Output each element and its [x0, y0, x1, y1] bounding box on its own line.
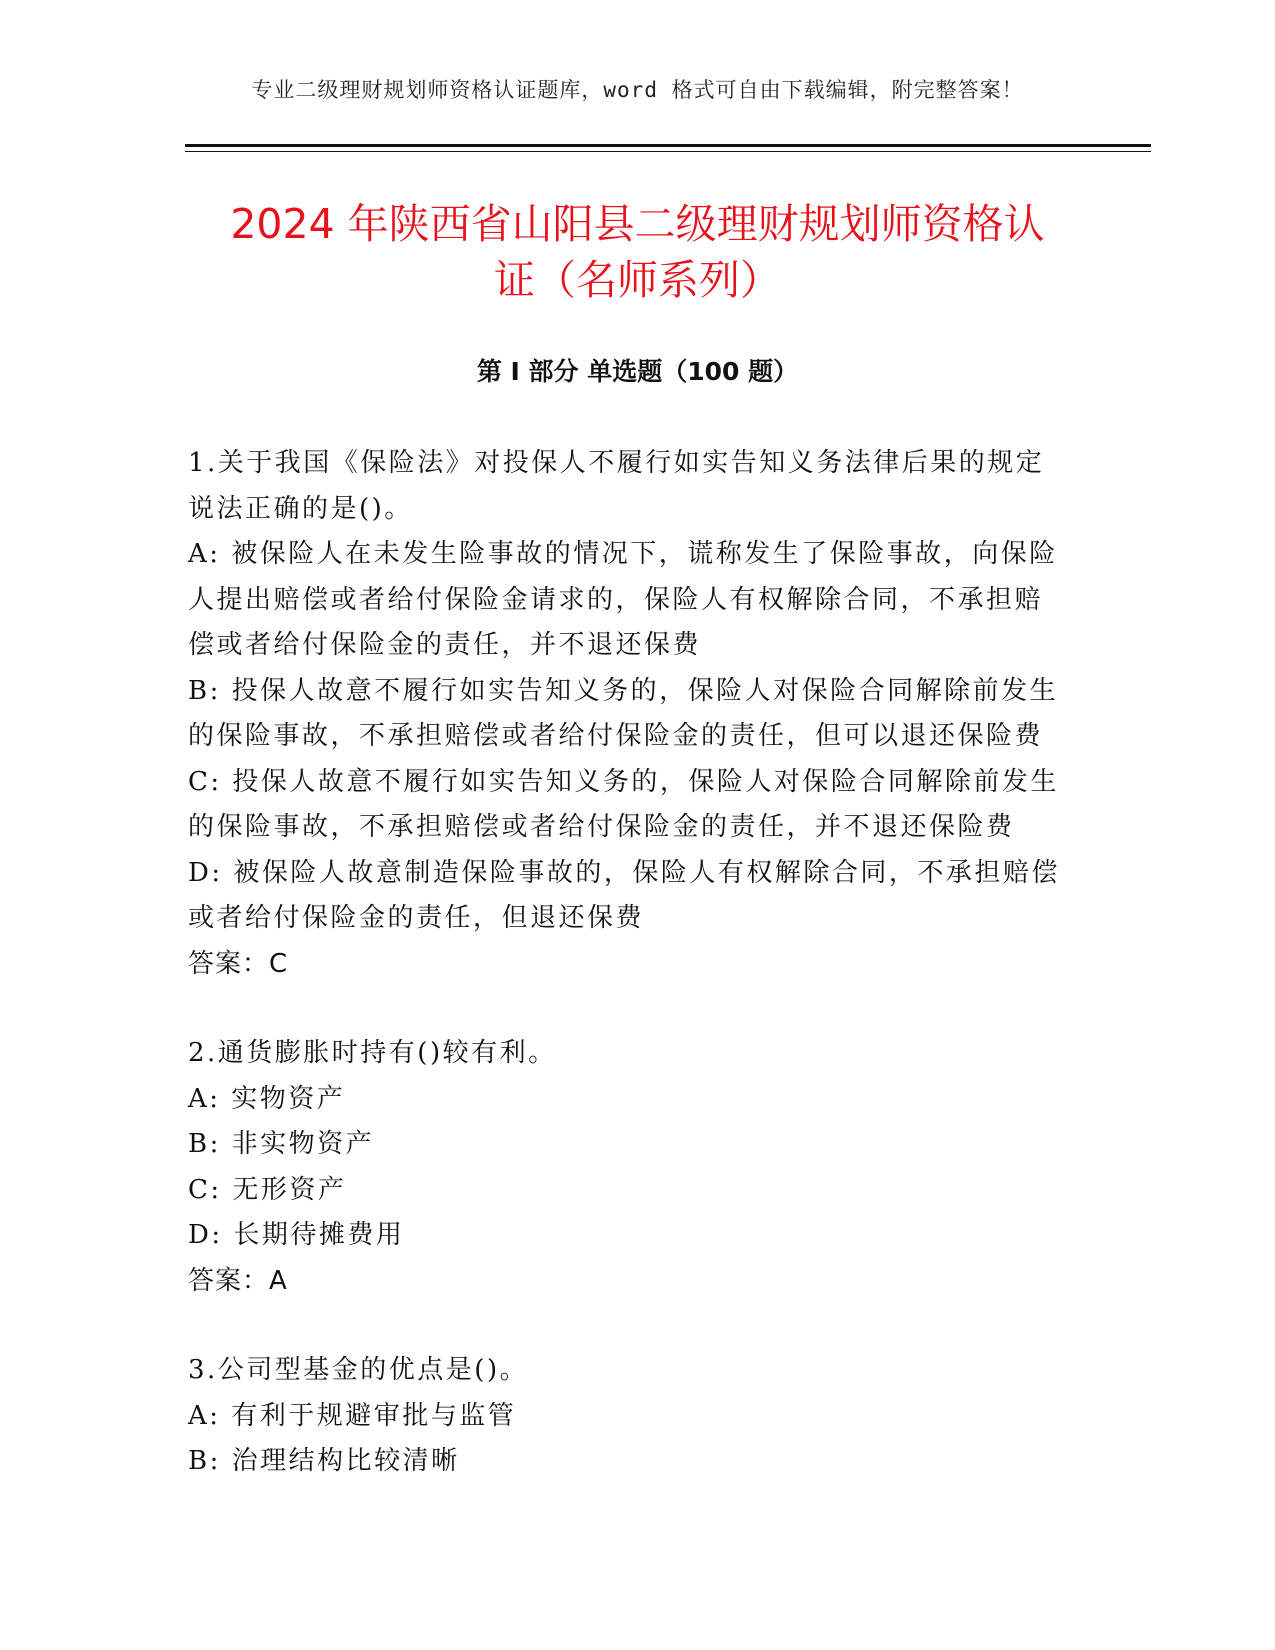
- question-stem-line: 1.关于我国《保险法》对投保人不履行如实告知义务法律后果的规定: [188, 448, 1045, 478]
- option-line: A: 实物资产: [188, 1083, 346, 1114]
- option-line: C: 无形资产: [188, 1174, 347, 1205]
- answer-label: 答案：C: [188, 948, 289, 979]
- question-stem-line: 说法正确的是()。: [188, 493, 413, 524]
- header-note: 专业二级理财规划师资格认证题库，word 格式可自由下载编辑，附完整答案！: [251, 78, 1024, 102]
- option-line: C: 投保人故意不履行如实告知义务的，保险人对保险合同解除前发生: [188, 766, 1059, 797]
- header-rule-thick: [185, 144, 1151, 147]
- option-line: D: 长期待摊费用: [188, 1220, 405, 1250]
- option-line: 偿或者给付保险金的责任，并不退还保费: [188, 630, 702, 660]
- option-line: B: 投保人故意不履行如实告知义务的，保险人对保险合同解除前发生: [188, 675, 1059, 706]
- question-stem-line: 3.公司型基金的优点是()。: [188, 1355, 529, 1385]
- option-line: 或者给付保险金的责任，但退还保费: [188, 903, 645, 933]
- option-line: D: 被保险人故意制造保险事故的，保险人有权解除合同，不承担赔偿: [188, 857, 1060, 888]
- question-1: [188, 441, 1088, 987]
- document-title-line-2: 证（名师系列）: [494, 256, 781, 304]
- answer-label: 答案：A: [188, 1265, 288, 1296]
- option-line: B: 非实物资产: [188, 1129, 375, 1159]
- question-2: [188, 1031, 1088, 1304]
- question-3: [188, 1348, 1088, 1485]
- option-line: A: 有利于规避审批与监管: [188, 1400, 517, 1431]
- option-line: B: 治理结构比较清晰: [188, 1446, 460, 1476]
- document-title: [160, 196, 1115, 308]
- header-rule-thin: [185, 151, 1151, 152]
- option-line: 的保险事故，不承担赔偿或者给付保险金的责任，并不退还保险费: [188, 812, 1015, 842]
- question-list: [188, 441, 1088, 1529]
- option-line: 的保险事故，不承担赔偿或者给付保险金的责任，但可以退还保险费: [188, 721, 1044, 751]
- option-line: A: 被保险人在未发生险事故的情况下，谎称发生了保险事故，向保险: [188, 539, 1058, 569]
- section-title: 第 I 部分 单选题（100 题）: [476, 357, 799, 386]
- question-stem-line: 2.通货膨胀时持有()较有利。: [188, 1038, 557, 1068]
- option-line: 人提出赔偿或者给付保险金请求的，保险人有权解除合同，不承担赔: [188, 584, 1044, 615]
- document-title-line-1: 2024 年陕西省山阳县二级理财规划师资格认: [230, 200, 1045, 248]
